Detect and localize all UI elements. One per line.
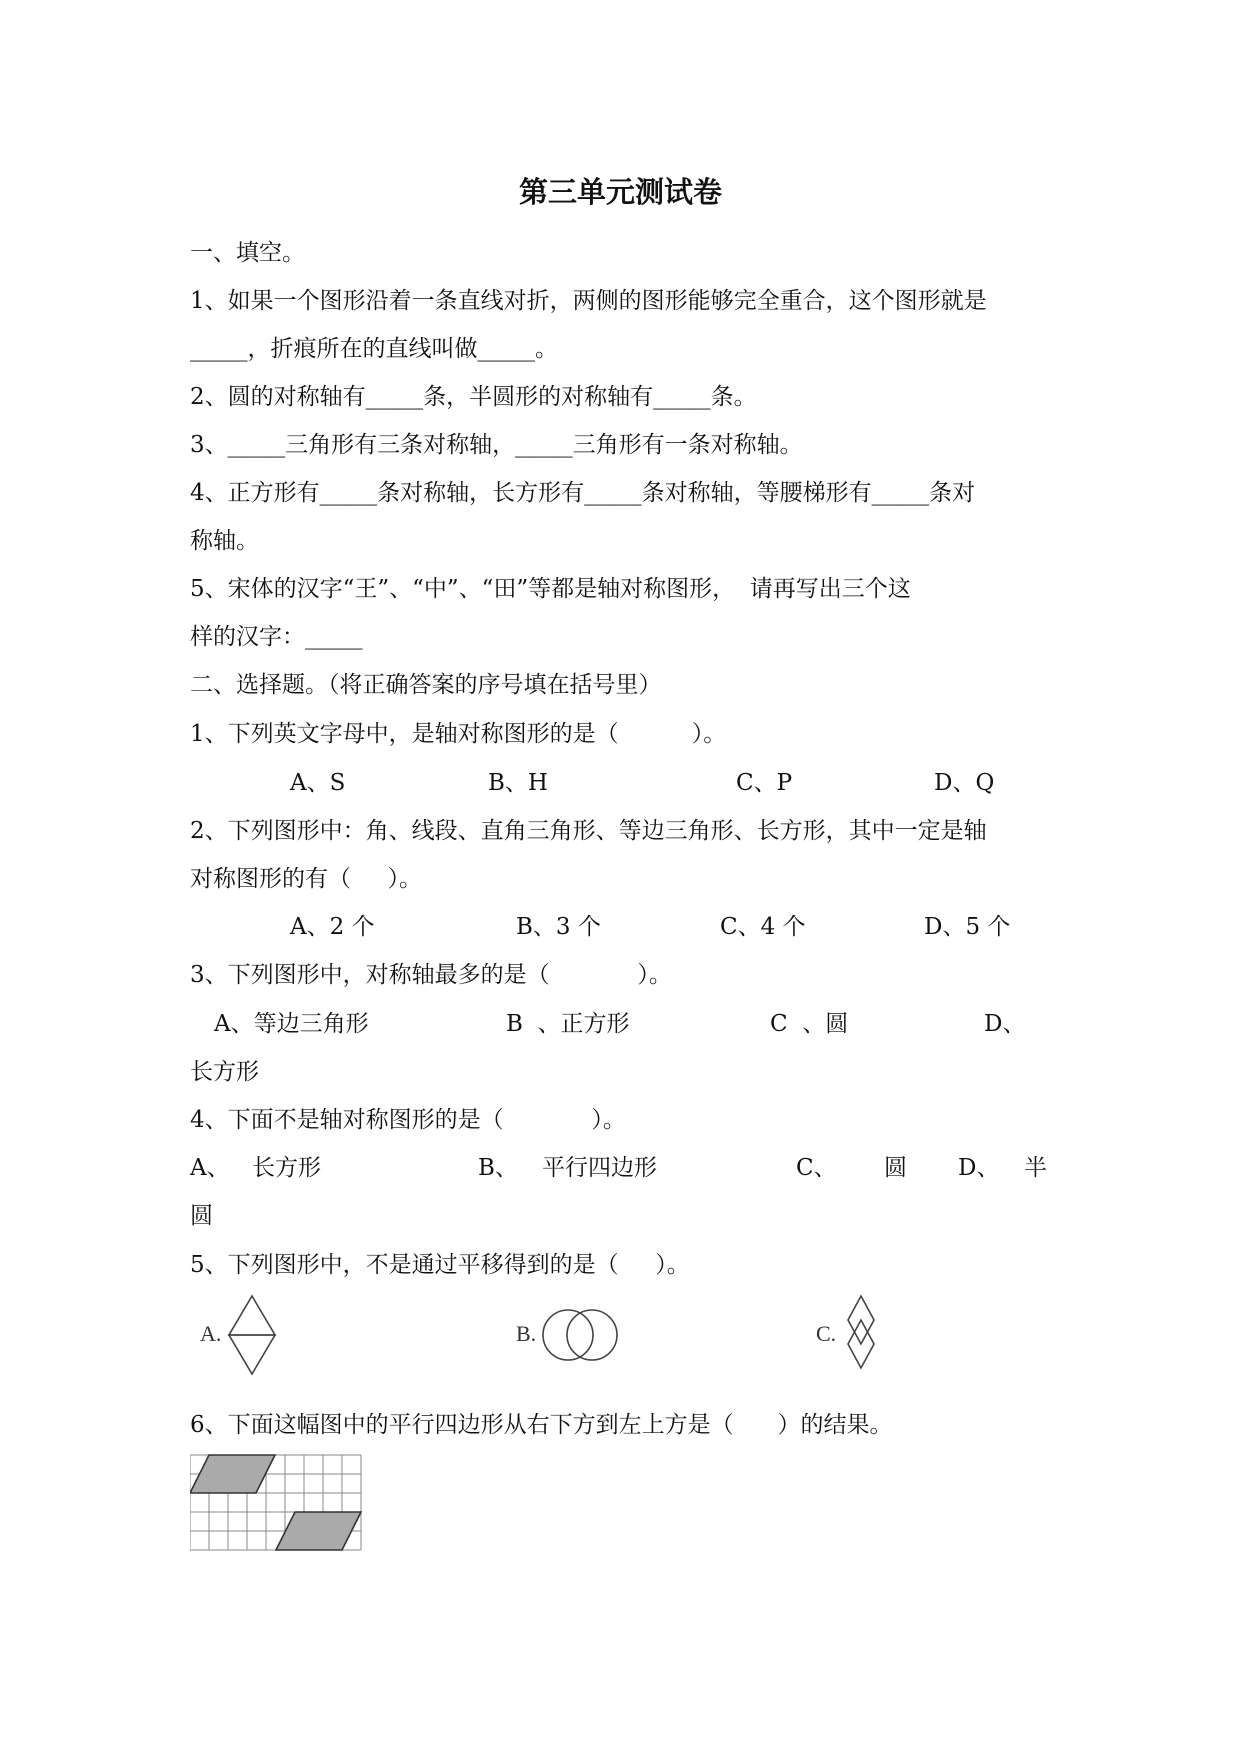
choice-q4-option-c: C、 xyxy=(796,1155,837,1181)
choice-q1-option-d: D、Q xyxy=(934,770,995,796)
fill-q1-line2: _____，折痕所在的直线叫做_____。 xyxy=(190,336,558,362)
figure-c-label: C. xyxy=(816,1321,837,1346)
choice-q1: 1、下列英文字母中，是轴对称图形的是（ ）。 xyxy=(190,721,727,747)
choice-q2-option-a: A、2 个 xyxy=(290,914,375,940)
choice-q4-option-d-text: 半 xyxy=(1024,1155,1047,1181)
choice-q4-option-c-text: 圆 xyxy=(884,1155,907,1181)
choice-q4-option-b: B、 xyxy=(478,1155,518,1181)
choice-q2-option-c: C、4 个 xyxy=(720,914,806,940)
choice-q3-option-d: D、 xyxy=(984,1011,1026,1037)
choice-q6: 6、下面这幅图中的平行四边形从右下方到左上方是（ ）的结果。 xyxy=(190,1412,893,1438)
choice-q3-wrap: 长方形 xyxy=(190,1059,259,1085)
parallelogram-bottom-right xyxy=(276,1512,361,1550)
choice-q2-line1: 2、下列图形中：角、线段、直角三角形、等边三角形、长方形，其中一定是轴 xyxy=(190,818,987,844)
choice-q2-option-d: D、5 个 xyxy=(924,914,1011,940)
choice-q1-option-b: B、H xyxy=(488,770,548,796)
choice-q2-option-b: B、3 个 xyxy=(516,914,601,940)
choice-q4: 4、下面不是轴对称图形的是（ ）。 xyxy=(190,1107,626,1133)
fill-q4-line1: 4、正方形有_____条对称轴，长方形有_____条对称轴，等腰梯形有_____条对 xyxy=(190,480,976,506)
choice-q2-line2: 对称图形的有（ ）。 xyxy=(190,866,423,892)
figure-b-circles xyxy=(516,1310,617,1360)
choice-q3-option-a: A、等边三角形 xyxy=(214,1011,369,1037)
choice-q1-option-a: A、S xyxy=(290,770,346,796)
choice-q4-option-a-text: 长方形 xyxy=(252,1155,321,1181)
choice-q1-option-c: C、P xyxy=(736,770,793,796)
fill-q2: 2、圆的对称轴有_____条，半圆形的对称轴有_____条。 xyxy=(190,384,757,410)
fill-q5-line2: 样的汉字：_____ xyxy=(190,624,363,650)
fill-q5-line1: 5、宋体的汉字“王”、“中”、“田”等都是轴对称图形， 请再写出三个这 xyxy=(190,576,911,602)
choice-q4-option-d: D、 xyxy=(958,1155,1000,1181)
fill-q1-line1: 1、如果一个图形沿着一条直线对折，两侧的图形能够完全重合，这个图形就是 xyxy=(190,288,987,314)
choice-q5: 5、下列图形中，不是通过平移得到的是（ ）。 xyxy=(190,1252,690,1278)
choice-q4-option-b-text: 平行四边形 xyxy=(542,1155,657,1181)
figure-a-label: A. xyxy=(200,1321,222,1346)
figure-a-triangles xyxy=(200,1296,275,1374)
page-title: 第三单元测试卷 xyxy=(518,175,722,209)
section1-heading: 一、填空。 xyxy=(190,240,305,266)
choice-q3-option-b: B 、正方形 xyxy=(506,1011,630,1037)
choice-q4-wrap: 圆 xyxy=(190,1203,213,1229)
parallelogram-top-left xyxy=(190,1455,275,1493)
choice-q4-option-a: A、 xyxy=(190,1155,230,1181)
choice-q6-grid-figure xyxy=(190,1452,390,1572)
section2-heading: 二、选择题。（将正确答案的序号填在括号里） xyxy=(190,672,662,698)
choice-q5-figures xyxy=(196,1290,1096,1380)
choice-q3-option-c: C 、圆 xyxy=(770,1011,849,1037)
fill-q3: 3、_____三角形有三条对称轴，_____三角形有一条对称轴。 xyxy=(190,432,803,458)
fill-q4-line2: 称轴。 xyxy=(190,528,259,554)
choice-q3: 3、下列图形中，对称轴最多的是（ ）。 xyxy=(190,962,672,988)
figure-b-label: B. xyxy=(516,1321,537,1346)
figure-c-diamonds xyxy=(816,1296,874,1368)
